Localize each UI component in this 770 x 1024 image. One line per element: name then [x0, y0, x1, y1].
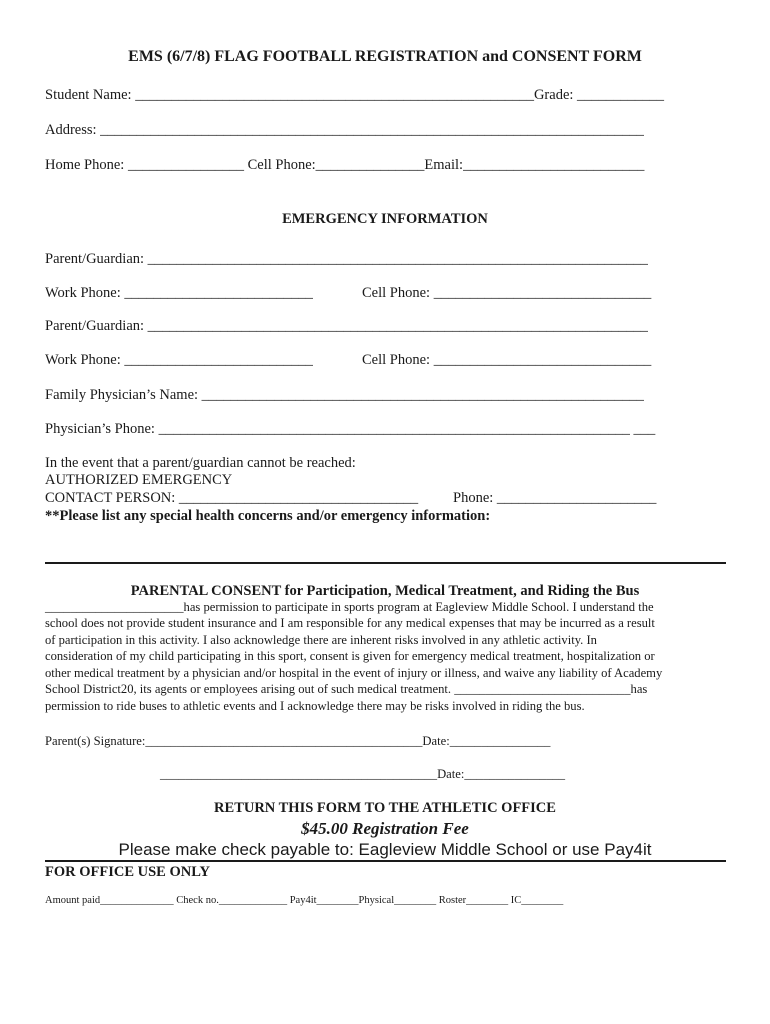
- consent-line: other medical treatment by a physician and/or hospital in the event of injury or illness, and waive any liability of Academy: [45, 666, 663, 680]
- student-name-grade-field[interactable]: Student Name: _______________________________________________________Grade: ____________: [45, 87, 665, 103]
- cell-phone-1-field[interactable]: Cell Phone: ______________________________: [362, 285, 652, 301]
- cell-phone-2-field[interactable]: Cell Phone: ______________________________: [362, 352, 652, 368]
- consent-line: consideration of my child participating in this sport, consent is given for emergency medical treatment, hospitalization or: [45, 649, 655, 663]
- authorized-emergency-label: AUTHORIZED EMERGENCY: [45, 472, 233, 488]
- contact-person-field[interactable]: CONTACT PERSON: _________________________________: [45, 490, 419, 506]
- work-phone-1-field[interactable]: Work Phone: __________________________: [45, 285, 313, 301]
- consent-line: permission to ride buses to athletic events and I acknowledge there may be risks involved in riding the bus.: [45, 699, 585, 713]
- consent-line: school does not provide student insurance and I am responsible for any medical expenses that may be incurred as a result: [45, 616, 655, 630]
- parent-guardian-1-field[interactable]: Parent/Guardian: _____________________________________________________________________: [45, 251, 648, 267]
- payment-instruction: Please make check payable to: Eagleview Middle School or use Pay4it: [118, 840, 652, 859]
- office-use-heading: FOR OFFICE USE ONLY: [45, 864, 211, 880]
- health-concerns-note: **Please list any special health concerns and/or emergency information:: [45, 508, 491, 524]
- unreached-note: In the event that a parent/guardian cannot be reached:: [45, 455, 356, 471]
- consent-line: School District20, its agents or employees arising out of such medical treatment. ____________________________has: [45, 682, 648, 696]
- office-use-fields: Amount paid______________ Check no._____________ Pay4it________Physical________ Roster________ IC________: [45, 895, 564, 906]
- family-physician-field[interactable]: Family Physician’s Name: _____________________________________________________________: [45, 387, 644, 403]
- contact-phone-field[interactable]: Phone: ______________________: [453, 490, 657, 506]
- phone-email-fields[interactable]: Home Phone: ________________ Cell Phone:_______________Email:_________________________: [45, 157, 645, 173]
- consent-line: ______________________has permission to participate in sports program at Eagleview Middle School. I understand the: [45, 600, 654, 614]
- parent-guardian-2-field[interactable]: Parent/Guardian: _____________________________________________________________________: [45, 318, 648, 334]
- consent-heading: PARENTAL CONSENT for Participation, Medical Treatment, and Riding the Bus: [130, 583, 640, 599]
- physician-phone-field[interactable]: Physician’s Phone: _________________________________________________________________ ___: [45, 421, 656, 437]
- work-phone-2-field[interactable]: Work Phone: __________________________: [45, 352, 313, 368]
- address-field[interactable]: Address: ___________________________________________________________________________: [45, 122, 644, 138]
- consent-line: of participation in this activity. I also acknowledge there are inherent risks involved in any athletic activity. In: [45, 633, 597, 647]
- parent-signature-field[interactable]: Parent(s) Signature:____________________________________________Date:________________: [45, 734, 551, 748]
- section-divider: [45, 562, 726, 564]
- second-signature-field[interactable]: ____________________________________________Date:________________: [160, 767, 566, 781]
- registration-fee: $45.00 Registration Fee: [301, 819, 469, 838]
- office-divider: [45, 860, 726, 862]
- form-title: EMS (6/7/8) FLAG FOOTBALL REGISTRATION and CONSENT FORM: [128, 48, 642, 65]
- return-instruction: RETURN THIS FORM TO THE ATHLETIC OFFICE: [214, 800, 556, 816]
- emergency-heading: EMERGENCY INFORMATION: [282, 211, 488, 227]
